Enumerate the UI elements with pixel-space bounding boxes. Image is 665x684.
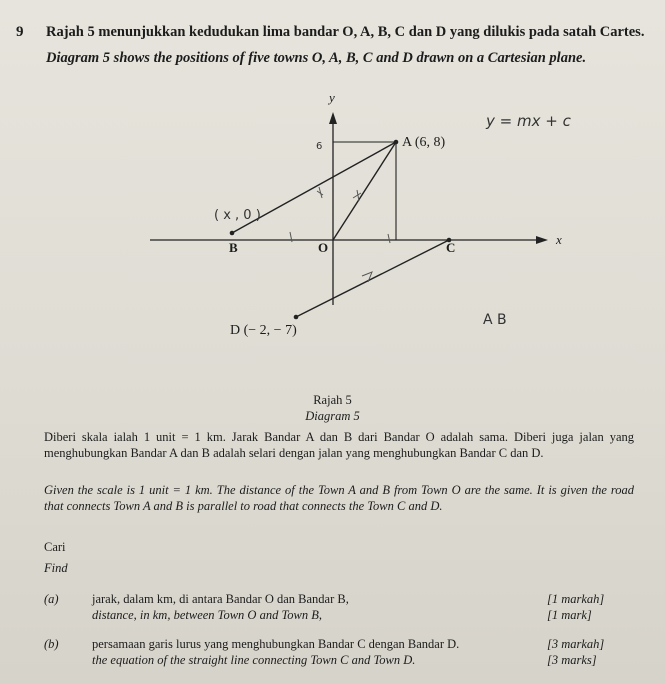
handwritten-equation: y = mx + c: [486, 112, 571, 130]
label-point-A: A (6, 8): [402, 135, 446, 150]
question-title-malay: Rajah 5 menunjukkan kedudukan lima bandar O, A, B, C dan D yang dilukis pada satah Cartes.: [46, 24, 645, 40]
handwritten-tick-mark: [388, 234, 390, 243]
question-number: 9: [16, 24, 24, 40]
question-title-english: Diagram 5 shows the positions of five towns O, A, B, C and D drawn on a Cartesian plane.: [46, 50, 587, 66]
point-D-marker: [294, 315, 299, 320]
part-b-marks-english: [3 marks]: [547, 653, 597, 667]
diagram-caption-english: Diagram 5: [305, 409, 360, 423]
part-b-label: (b): [44, 637, 59, 651]
label-point-D: D (− 2, − 7): [230, 323, 297, 338]
x-axis-arrow: [536, 236, 548, 244]
y-axis-label: y: [329, 90, 335, 105]
handwritten-ab: A B: [483, 312, 507, 328]
point-B-marker: [230, 231, 235, 236]
find-label-malay: Cari: [44, 540, 66, 554]
part-a-marks-english: [1 mark]: [547, 608, 592, 622]
label-point-B: B: [229, 240, 238, 255]
label-point-C: C: [446, 240, 456, 255]
segment-O-to-A: [333, 142, 396, 240]
point-A-marker: [394, 140, 399, 145]
handwritten-equal-mark: [317, 187, 323, 198]
given-text-english: Given the scale is 1 unit = 1 km. The distance of the Town A and B from Town O are the same. It is given the road that connects Town A and B is parallel to road that connects the Town C and D.: [44, 483, 634, 513]
handwritten-six: 6: [316, 141, 323, 152]
handwritten-x-zero: ( x , 0 ): [214, 208, 261, 223]
diagram-caption-malay: Rajah 5: [313, 393, 352, 407]
part-b-text-english: the equation of the straight line connecting Town C and Town D.: [92, 653, 416, 667]
y-axis-arrow: [329, 112, 337, 124]
x-axis-label: x: [556, 232, 562, 247]
part-a-text-english: distance, in km, between Town O and Town B,: [92, 608, 322, 622]
part-b-text-malay: persamaan garis lurus yang menghubungkan Bandar C dengan Bandar D.: [92, 637, 460, 651]
label-origin-O: O: [318, 240, 329, 255]
given-text-malay: Diberi skala ialah 1 unit = 1 km. Jarak Bandar A dan B dari Bandar O adalah sama. Diberi juga jalan yang menghubungkan Bandar A dan B adalah selari dengan jalan yang menghubungkan Bandar C dan D.: [44, 430, 634, 460]
cartesian-diagram: [0, 80, 665, 390]
part-a-text-malay: jarak, dalam km, di antara Bandar O dan Bandar B,: [92, 592, 349, 606]
find-label-english: Find: [44, 561, 68, 575]
part-a-marks-malay: [1 markah]: [547, 592, 605, 606]
part-a-label: (a): [44, 592, 59, 606]
part-b-marks-malay: [3 markah]: [547, 637, 605, 651]
